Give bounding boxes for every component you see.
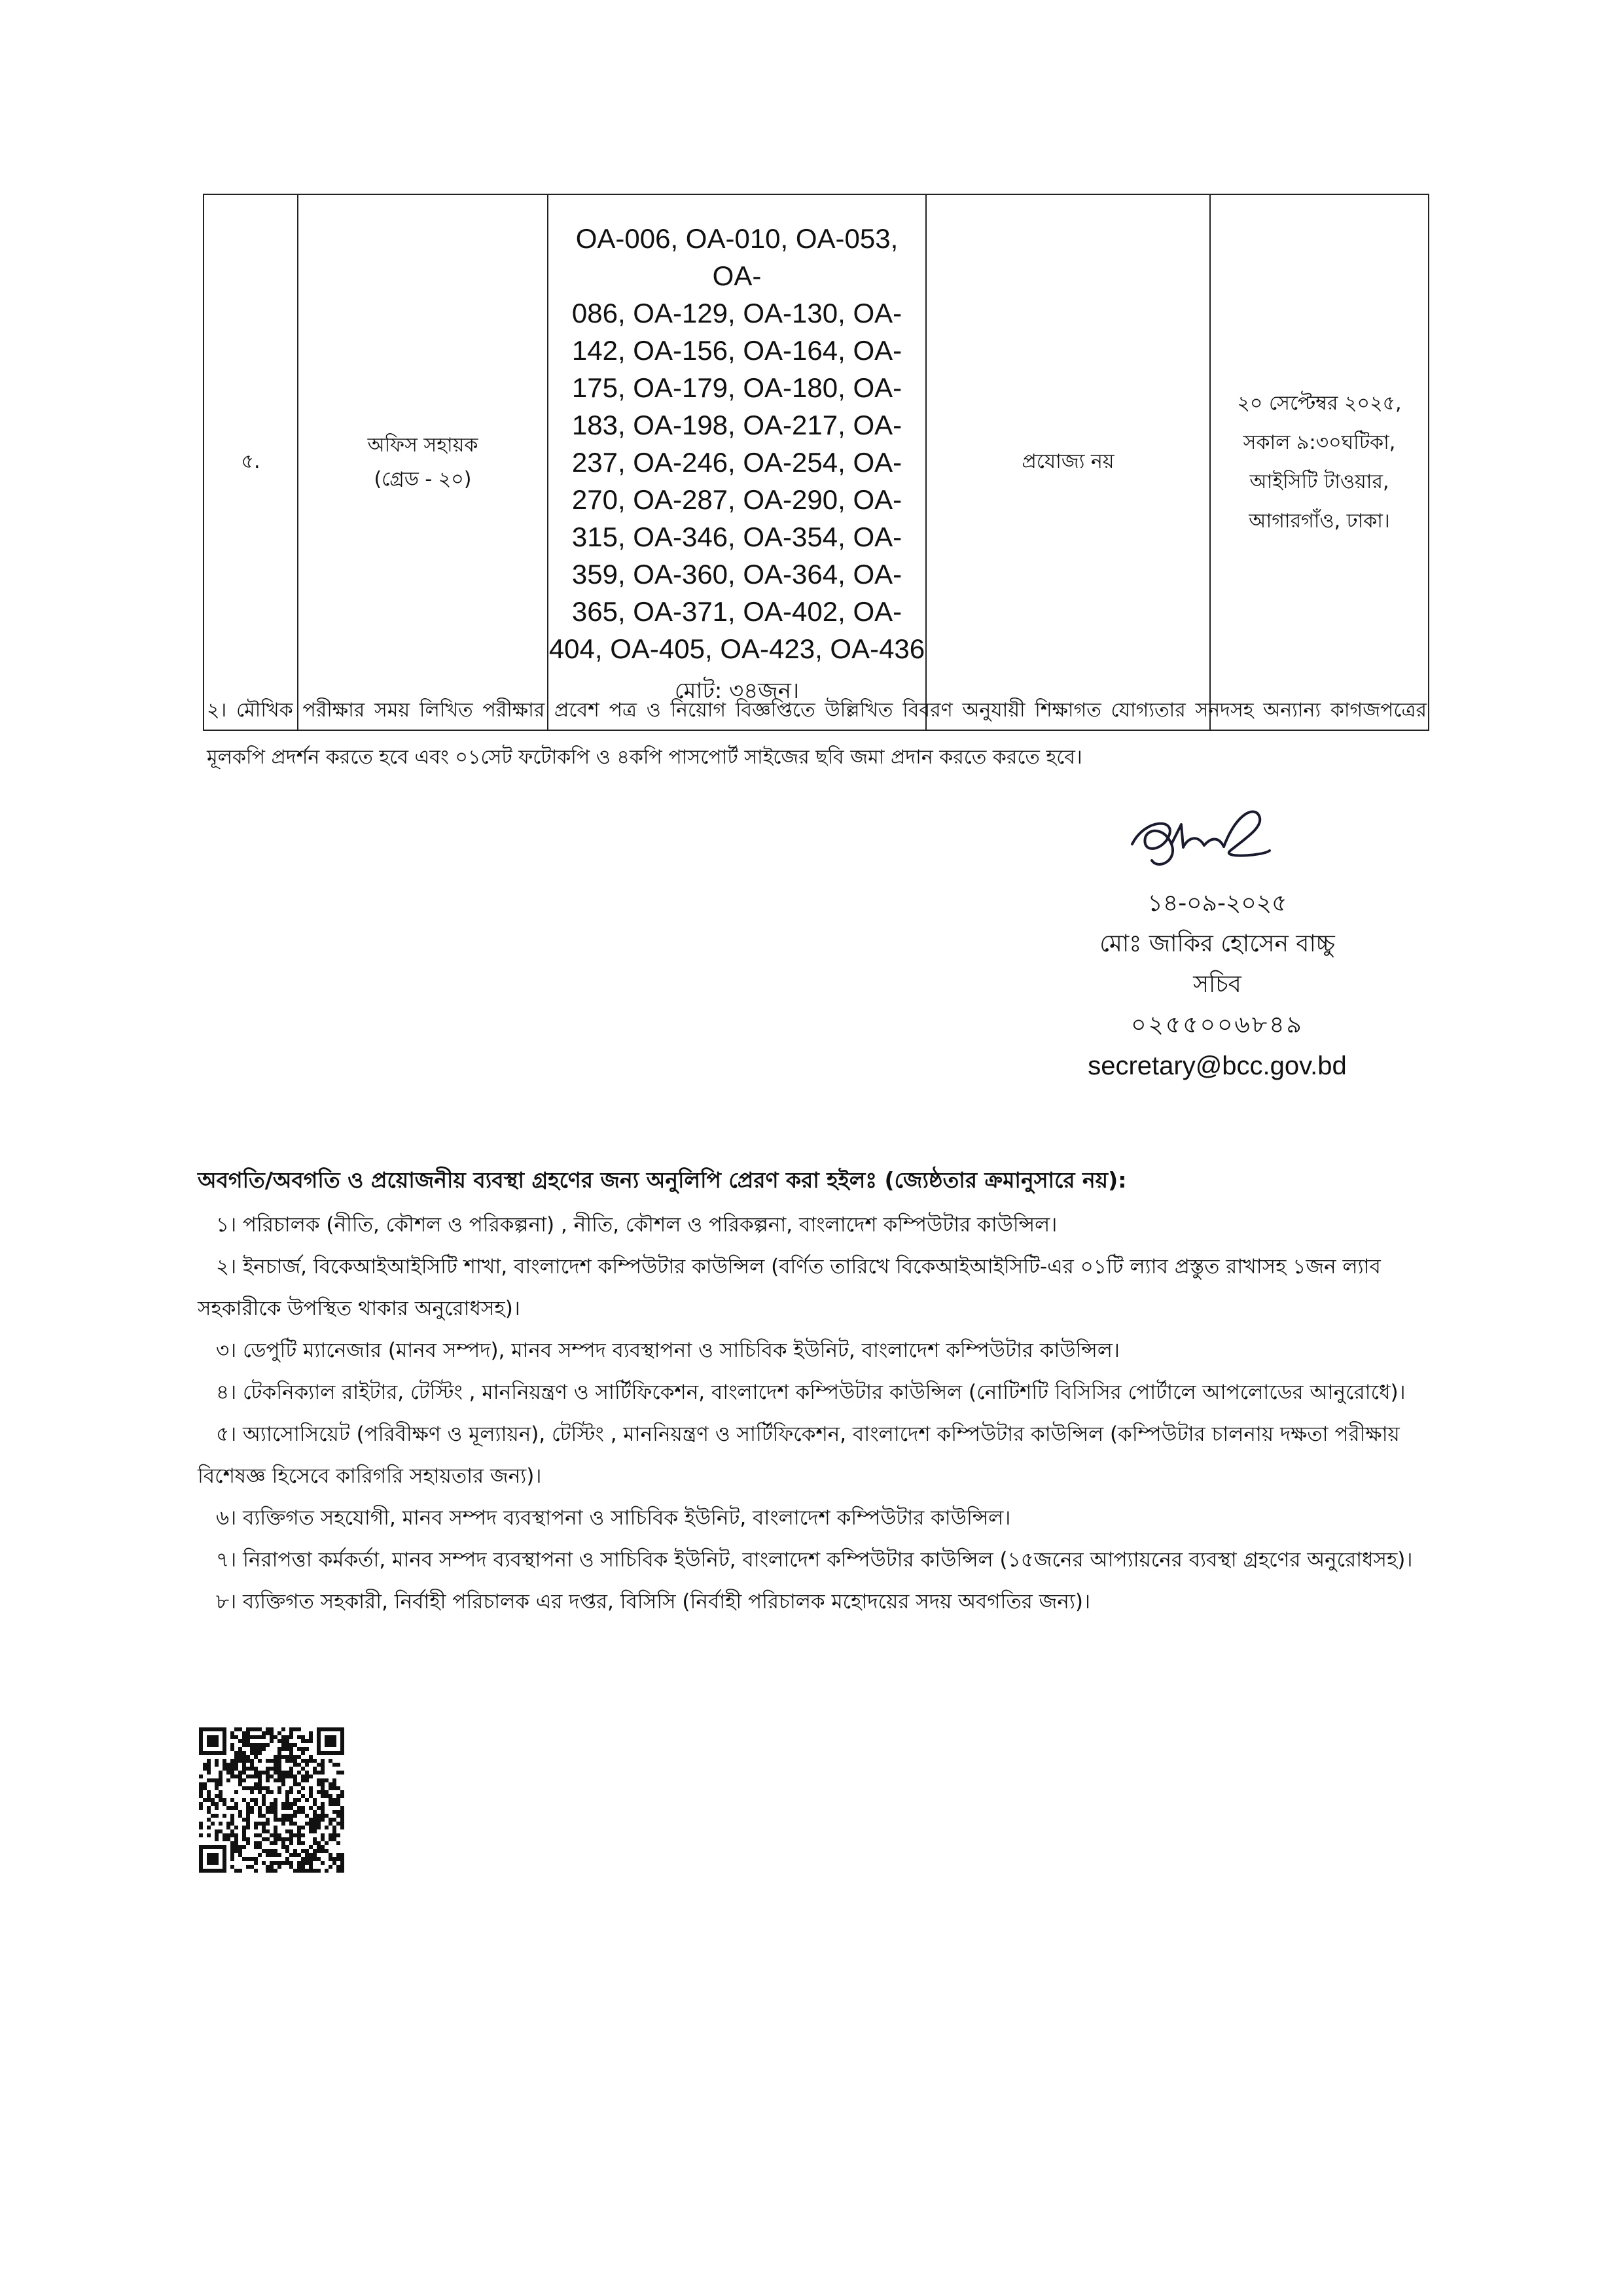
signatory-phone: ০২৫৫০০৬৮৪৯	[1131, 1012, 1304, 1038]
venue-line: সকাল ৯:৩০ঘটিকা,	[1243, 431, 1396, 454]
list-item: ১। পরিচালক (নীতি, কৌশল ও পরিকল্পনা) , নীতি, কৌশল ও পরিকল্পনা, বাংলাদেশ কম্পিউটার কাউন্সিল।	[216, 1213, 1058, 1237]
post-cell	[298, 194, 548, 730]
list-item: ২। ইনচার্জ, বিকেআইআইসিটি শাখা, বাংলাদেশ কম্পিউটার কাউন্সিল (বর্ণিত তারিখে বিকেআইআইসিটি-এর ০১টি ল্যাব প্রস্তুত রাখাসহ ১জন ল্যাব সহকারীকে উপস্থিত থাকার অনুরোধসহ)।	[198, 1255, 1381, 1320]
venue-line: আইসিটি টাওয়ার,	[1249, 470, 1389, 493]
signatory-details	[1034, 883, 1400, 1086]
distribution-list	[198, 1159, 1428, 1623]
requirement-cell	[926, 194, 1210, 730]
list-item: ৬। ব্যক্তিগত সহযোগী, মানব সম্পদ ব্যবস্থাপনা ও সাচিবিক ইউনিট, বাংলাদেশ কম্পিউটার কাউন্সিল।	[216, 1506, 1011, 1530]
roll-line: 175, OA-179, OA-180, OA-	[571, 372, 902, 403]
roll-line: 270, OA-287, OA-290, OA-	[571, 484, 902, 515]
distribution-items	[198, 1204, 1428, 1623]
venue-cell	[1210, 194, 1429, 730]
instruction-note: ২। মৌখিক পরীক্ষার সময় লিখিত পরীক্ষার প্রবেশ পত্র ও নিয়োগ বিজ্ঞপ্তিতে উল্লিখিত বিবরণ অনুযায়ী শিক্ষাগত যোগ্যতার সনদসহ অন্যান্য কাগজপত্রের মূলকপি প্রদর্শন করতে হবে এবং ০১সেট ফটোকপি ও ৪কপি পাসপোর্ট সাইজের ছবি জমা প্রদান করতে করতে হবে।	[207, 699, 1427, 769]
roll-line: OA-006, OA-010, OA-053, OA-	[575, 223, 899, 291]
post-name: অফিস সহায়ক	[367, 433, 478, 457]
roll-line: 237, OA-246, OA-254, OA-	[571, 447, 902, 478]
signature-block	[1034, 798, 1400, 1080]
roll-line: 183, OA-198, OA-217, OA-	[571, 410, 902, 440]
roll-line: 142, OA-156, OA-164, OA-	[571, 335, 902, 366]
qr-code	[199, 1727, 344, 1873]
roll-line: 404, OA-405, OA-423, OA-436	[548, 633, 925, 664]
distribution-heading: অবগতি/অবগতি ও প্রয়োজনীয় ব্যবস্থা গ্রহণের জন্য অনুলিপি প্রেরণ করা হইলঃ (জ্যেষ্ঠতার ক্রমানুসারে নয়):	[198, 1167, 1127, 1193]
table-row	[204, 194, 1429, 730]
handwritten-signature	[1106, 798, 1276, 883]
signatory-email: secretary@bcc.gov.bd	[1088, 1051, 1347, 1080]
list-item: ৭। নিরাপত্তা কর্মকর্তা, মানব সম্পদ ব্যবস্থাপনা ও সাচিবিক ইউনিট, বাংলাদেশ কম্পিউটার কাউন্সিল (১৫জনের আপ্যায়নের ব্যবস্থা গ্রহণের অনুরোধসহ)।	[216, 1548, 1413, 1572]
roll-line: 086, OA-129, OA-130, OA-	[571, 298, 902, 328]
candidate-table	[203, 194, 1429, 731]
roll-numbers-cell	[548, 194, 926, 730]
post-grade: (গ্রেড - ২০)	[374, 467, 472, 491]
list-item: ৮। ব্যক্তিগত সহকারী, নির্বাহী পরিচালক এর দপ্তর, বিসিসি (নির্বাহী পরিচালক মহোদয়ের সদয় অবগতির জন্য)।	[216, 1590, 1091, 1614]
list-item: ৩। ডেপুটি ম্যানেজার (মানব সম্পদ), মানব সম্পদ ব্যবস্থাপনা ও সাচিবিক ইউনিট, বাংলাদেশ কম্পিউটার কাউন্সিল।	[216, 1339, 1120, 1362]
signature-date: ১৪-০৯-২০২৫	[1147, 890, 1287, 917]
serial-cell	[204, 194, 298, 730]
roll-line: 359, OA-360, OA-364, OA-	[571, 559, 902, 590]
list-item: ৪। টেকনিক্যাল রাইটার, টেস্টিং , মাননিয়ন্ত্রণ ও সার্টিফিকেশন, বাংলাদেশ কম্পিউটার কাউন্সিল (নোটিশটি বিসিসির পোর্টালে আপলোডের আনুরোধে)।	[216, 1381, 1406, 1404]
serial-number: ৫.	[241, 450, 260, 473]
venue-line: আগারগাঁও, ঢাকা।	[1249, 509, 1390, 533]
total-count: মোট: ৩৪জন।	[674, 678, 800, 704]
venue-line: ২০ সেপ্টেম্বর ২০২৫,	[1237, 391, 1402, 415]
signatory-designation: সচিব	[1193, 971, 1241, 998]
roll-line: 315, OA-346, OA-354, OA-	[571, 521, 902, 552]
roll-line: 365, OA-371, OA-402, OA-	[571, 596, 902, 627]
signatory-name: মোঃ জাকির হোসেন বাচ্চু	[1099, 930, 1335, 957]
requirement-text: প্রযোজ্য নয়	[1022, 450, 1115, 473]
list-item: ৫। অ্যাসোসিয়েট (পরিবীক্ষণ ও মূল্যায়ন), টেস্টিং , মাননিয়ন্ত্রণ ও সার্টিফিকেশন, বাংলাদেশ কম্পিউটার কাউন্সিল (কম্পিউটার চালনায় দক্ষতা পরীক্ষায় বিশেষজ্ঞ হিসেবে কারিগরি সহায়তার জন্য)।	[198, 1422, 1400, 1488]
